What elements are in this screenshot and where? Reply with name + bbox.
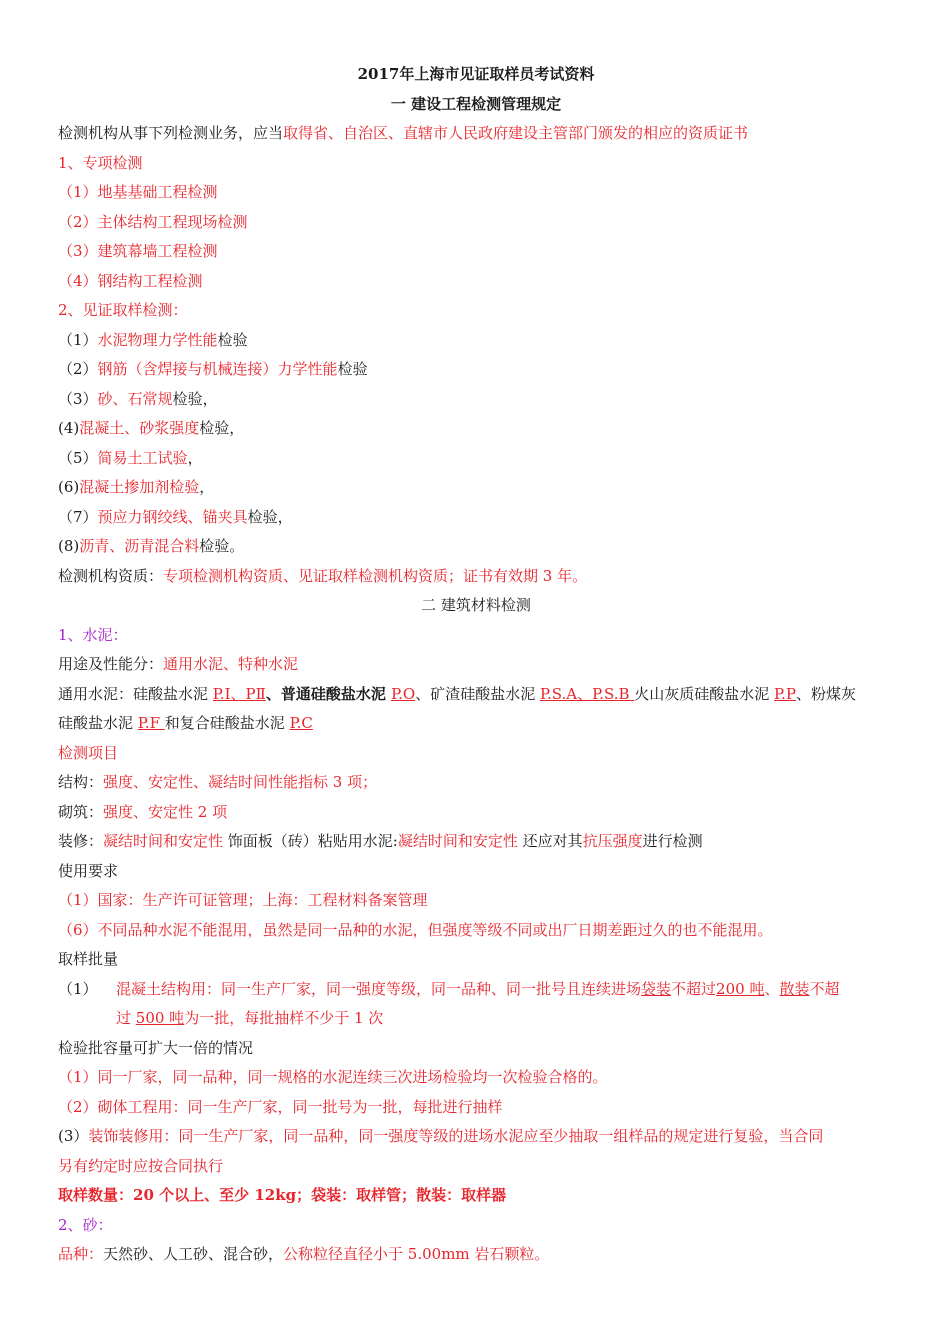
subheading-special-testing: 1、专项检测: [58, 153, 143, 172]
list-item: （7）预应力钢绞线、锚夹具检验，: [58, 507, 293, 526]
subheading-sand: 2、砂：: [58, 1215, 113, 1234]
list-item: (3）装饰装修用：同一生产厂家，同一品种，同一强度等级的进场水泥应至少抽取一组样品的规定进行复验，当合同: [58, 1127, 824, 1145]
list-item: （4）钢结构工程检测: [58, 271, 203, 290]
list-item: （1）水泥物理力学性能检验: [58, 330, 248, 349]
list-item: （1）国家：生产许可证管理；上海：工程材料备案管理: [58, 891, 428, 909]
list-item: (6)混凝土掺加剂检验，: [58, 478, 215, 496]
paragraph-general-cement: 通用水泥：硅酸盐水泥 P.Ⅰ、PⅡ、普通硅酸盐水泥 P.O、矿渣硅酸盐水泥 P.S.A、P.S.B 火山灰质硅酸盐水泥 P.P、粉煤灰: [58, 684, 856, 703]
paragraph-masonry: 砌筑：强度、安定性 2 项: [58, 802, 228, 821]
list-item-batch-1: （1） 混凝土结构用：同一生产厂家，同一强度等级，同一品种、同一批号且连续进场袋装不超过200 吨、散装不超: [58, 979, 840, 998]
paragraph-qualification: 检测机构资质：专项检测机构资质、见证取样检测机构资质；证书有效期 3 年。: [58, 566, 588, 585]
list-item: （2）主体结构工程现场检测: [58, 212, 248, 231]
list-item: （6）不同品种水泥不能混用，虽然是同一品种的水泥，但强度等级不同或出厂日期差距过久的也不能混用。: [58, 920, 773, 939]
paragraph-sample-quantity: 取样数量：20 个以上、至少 12kg；袋装：取样管；散装：取样器: [58, 1186, 507, 1204]
section-heading-1: 一 建设工程检测管理规定: [390, 94, 562, 113]
list-item: （2）钢筋（含焊接与机械连接）力学性能检验: [58, 360, 368, 378]
subheading-cement: 1、水泥：: [58, 625, 128, 644]
list-item: （3）砂、石常规检验，: [58, 389, 218, 408]
subheading-usage-requirements: 使用要求: [58, 861, 119, 880]
paragraph-sand-kind: 品种：天然砂、人工砂、混合砂，公称粒径直径小于 5.00mm 岩石颗粒。: [58, 1245, 550, 1263]
paragraph-decoration: 装修：凝结时间和安定性 饰面板（砖）粘贴用水泥:凝结时间和安定性 还应对其抗压强度进行检测: [58, 832, 703, 850]
subheading-sampling-batch: 取样批量: [58, 950, 119, 968]
list-item: （5）简易土工试验，: [58, 448, 203, 467]
list-item: （3）建筑幕墙工程检测: [58, 242, 218, 260]
list-item: (8)沥青、沥青混合料检验。: [58, 537, 245, 555]
subheading-test-items: 检测项目: [58, 743, 119, 762]
section-heading-2: 二 建筑材料检测: [421, 596, 531, 614]
list-item: (4)混凝土、砂浆强度检验，: [58, 419, 245, 437]
paragraph-structure: 结构：强度、安定性、凝结时间性能指标 3 项；: [58, 773, 378, 791]
document-page: [58, 60, 894, 1270]
list-item: （1）地基基础工程检测: [58, 183, 218, 201]
list-item-cont: 另有约定时应按合同执行: [58, 1156, 224, 1175]
paragraph-usage: 用途及性能分：通用水泥、特种水泥: [58, 655, 299, 673]
subheading-expand-batch: 检验批容量可扩大一倍的情况: [58, 1038, 254, 1057]
list-item: （2）砌体工程用：同一生产厂家，同一批号为一批，每批进行抽样: [58, 1097, 503, 1116]
subheading-witness-sampling: 2、见证取样检测：: [58, 301, 188, 319]
paragraph-general-cement-cont: 硅酸盐水泥 P.F 和复合硅酸盐水泥 P.C: [58, 714, 313, 732]
list-item: （1）同一厂家，同一品种，同一规格的水泥连续三次进场检验均一次检验合格的。: [58, 1068, 608, 1086]
paragraph-intro: 检测机构从事下列检测业务，应当取得省、自治区、直辖市人民政府建设主管部门颁发的相应的资质证书: [58, 124, 749, 142]
list-item-batch-1-cont: 过 500 吨为一批，每批抽样不少于 1 次: [116, 1009, 384, 1027]
document-title: 2017年上海市见证取样员考试资料: [357, 65, 595, 83]
